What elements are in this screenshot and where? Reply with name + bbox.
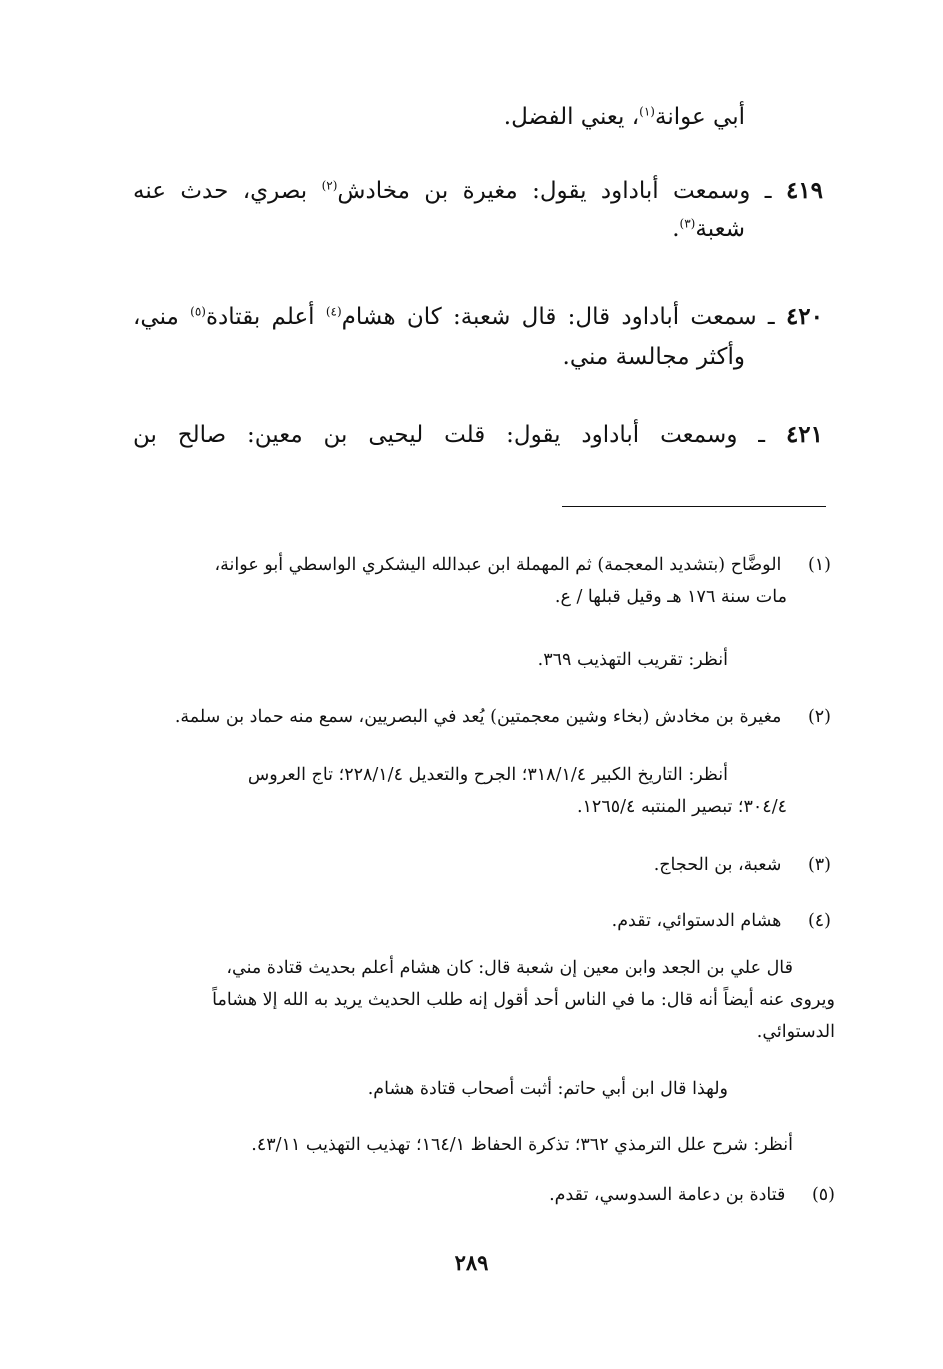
footnote-number: (٥) xyxy=(811,1185,835,1205)
footnote-4-para-line-4: ولهذا قال ابن أبي حاتم: أثبت أصحاب قتادة هشام. xyxy=(367,1079,728,1099)
footnote-ref-2[interactable]: (٢) xyxy=(321,178,338,193)
page-number: ٢٨٩ xyxy=(454,1250,489,1275)
footnote-4-ref: أنظر: شرح علل الترمذي ٣٦٢؛ تذكرة الحفاظ ١٦٤/١؛ تهذيب التهذيب ٤٣/١١. xyxy=(251,1135,793,1155)
paragraph-419-line-2: شعبة$^{(٣)}$. xyxy=(672,216,745,242)
footnote-2-ref-line-2: ٣٠٤/٤؛ تبصير المنتبه ١٢٦٥/٤. xyxy=(576,797,787,817)
footnote-number: (٢) xyxy=(807,707,831,727)
paragraph-420-line-1: ٤٢٠ ـ سمعت أباداود قال: قال شعبة: كان هشام$^{(٤)}$ أعلم بقتادة$^{(٥)}$ مني، xyxy=(133,303,824,330)
footnote-ref-1[interactable]: (١) xyxy=(639,104,655,119)
footnote-number: (٣) xyxy=(807,855,831,875)
footnote-4-para-line-1: قال علي بن الجعد وابن معين إن شعبة قال: كان هشام أعلم بحديث قتادة مني، xyxy=(226,958,793,978)
paragraph-421-line-1: ٤٢١ ـ وسمعت أباداود يقول: قلت ليحيى بن معين: صالح بن xyxy=(133,421,823,448)
paragraph-number: ٤١٩ xyxy=(785,177,823,204)
paragraph-420-line-2: وأكثر مجالسة مني. xyxy=(562,344,745,370)
footnote-ref-5[interactable]: (٥) xyxy=(190,304,206,319)
footnote-2-line-1: (٢) مغيرة بن مخادش (بخاء وشين معجمتين) يُعد في البصريين، سمع منه حماد بن سلمة. xyxy=(175,702,831,732)
footnote-ref-3[interactable]: (٣) xyxy=(679,216,696,231)
footnote-separator xyxy=(562,506,826,507)
footnote-number: (١) xyxy=(807,555,831,575)
footnote-1-line-1: (١) الوضَّاح (بتشديد المعجمة) ثم المهملة ابن عبدالله اليشكري الواسطي أبو عوانة، xyxy=(215,550,831,580)
paragraph-number: ٤٢٠ xyxy=(785,303,824,330)
footnote-4-para-line-2: ويروى عنه أيضاً أنه قال: ما في الناس أحد أقول إنه طلب الحديث يريد به الله إلا هشاماً xyxy=(212,990,835,1010)
footnote-ref-4[interactable]: (٤) xyxy=(325,304,342,319)
main-line-1: أبي عوانة$^{(١)}$، يعني الفضل. xyxy=(503,104,745,130)
footnote-4: (٤) هشام الدستوائي، تقدم. xyxy=(612,906,831,936)
footnote-1-line-2: مات سنة ١٧٦ هـ وقيل قبلها / ع. xyxy=(554,587,787,607)
footnote-1-ref: أنظر: تقريب التهذيب ٣٦٩. xyxy=(537,650,728,670)
footnote-4-para-line-3: الدستوائي. xyxy=(756,1022,835,1042)
paragraph-419-line-1: ٤١٩ ـ وسمعت أباداود يقول: مغيرة بن مخادش$^{(٢)}$ بصري، حدث عنه xyxy=(133,177,823,204)
footnote-2-ref-line-1: أنظر: التاريخ الكبير ٣١٨/١/٤؛ الجرح والتعديل ٢٢٨/١/٤؛ تاج العروس xyxy=(247,765,728,785)
paragraph-number: ٤٢١ xyxy=(785,421,823,448)
footnote-5: (٥) قتادة بن دعامة السدوسي، تقدم. xyxy=(549,1180,835,1210)
footnote-number: (٤) xyxy=(807,911,831,931)
footnote-3: (٣) شعبة، بن الحجاج. xyxy=(654,850,831,880)
